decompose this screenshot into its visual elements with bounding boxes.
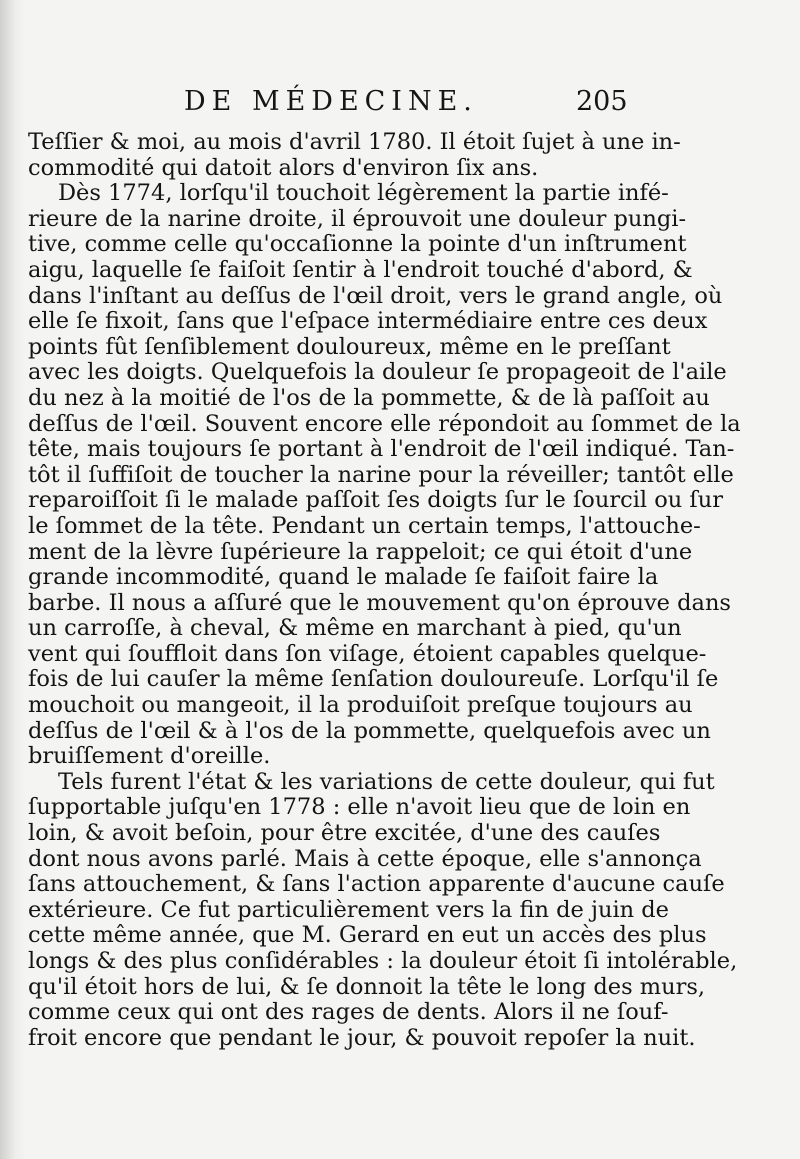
text-line: tôt il ſuffiſoit de toucher la narine pour la réveiller; tantôt elle [28,461,734,488]
text-line: aigu, laquelle ſe faiſoit ſentir à l'endroit touché d'abord, & [28,256,693,283]
text-line: grande incommodité, quand le malade ſe faiſoit faire la [28,564,659,591]
text-line: ſans attouchement, & ſans l'action apparente d'aucune cauſe [28,871,725,898]
text-line: cette même année, que M. Gerard en eut un accès des plus [28,922,707,949]
text-line: du nez à la moitié de l'os de la pommette, & de là paſſoit au [28,384,710,411]
body-text [28,129,741,1090]
text-line: tête, mais toujours ſe portant à l'endroit de l'œil indiqué. Tan- [28,436,735,463]
text-line: un carroſſe, à cheval, & même en marchant à pied, qu'un [28,615,682,642]
text-line: rieure de la narine droite, il éprouvoit une douleur pungi- [28,205,687,232]
text-line: Dès 1774, lorſqu'il touchoit légèrement la partie infé- [58,180,669,207]
text-line: elle ſe fixoit, ſans que l'eſpace intermédiaire entre ces deux [28,308,708,335]
text-line: Tels furent l'état & les variations de cette douleur, qui fut [58,768,715,795]
text-line: barbe. Il nous a aſſuré que le mouvement qu'on éprouve dans [28,589,731,616]
text-line: avec les doigts. Quelquefois la douleur ſe propageoit de l'aile [28,359,727,386]
running-title: DE MÉDECINE. [184,86,478,117]
text-line: le ſommet de la tête. Pendant un certain temps, l'attouche- [28,512,701,539]
text-line: dans l'inſtant au deſſus de l'œil droit, vers le grand angle, où [28,282,723,309]
text-line: dont nous avons parlé. Mais à cette époque, elle s'annonça [28,845,702,872]
text-line: Teſſier & moi, au mois d'avril 1780. Il étoit ſujet à une in- [28,129,681,155]
text-line: tive, comme celle qu'occaſionne la pointe d'un inſtrument [28,231,687,258]
text-line: loin, & avoit beſoin, pour être excitée, d'une des cauſes [28,820,661,847]
text-line: deſſus de l'œil. Souvent encore elle répondoit au ſommet de la [28,410,741,437]
page-number: 205 [576,86,628,117]
text-line: longs & des plus conſidérables : la douleur étoit ſi intolérable, [28,948,738,974]
text-line: qu'il étoit hors de lui, & ſe donnoit la tête le long des murs, [28,973,706,1000]
text-line: vent qui ſouffloit dans ſon viſage, étoient capables quelque- [28,640,707,667]
text-line: points fût ſenſiblement douloureux, même en le preſſant [28,333,671,360]
gutter-shadow [0,0,26,1159]
text-line: ſupportable juſqu'en 1778 : elle n'avoit lieu que de loin en [28,794,691,821]
text-line: ment de la lèvre ſupérieure la rappeloit; ce qui étoit d'une [28,538,693,565]
text-line: fois de lui cauſer la même ſenſation douloureuſe. Lorſqu'il ſe [28,666,719,693]
text-line: extérieure. Ce fut particulièrement vers la fin de juin de [28,896,669,923]
text-line: froit encore que pendant le jour, & pouvoit repoſer la nuit. [28,1024,696,1051]
text-line: mouchoit ou mangeoit, il la produiſoit preſque toujours au [28,692,693,719]
text-line: bruiſſement d'oreille. [28,743,271,770]
running-head [184,86,634,126]
text-line: deſſus de l'œil & à l'os de la pommette, quelquefois avec un [28,717,711,744]
text-line: comme ceux qui ont des rages de dents. Alors il ne ſouf- [28,999,669,1026]
text-line: commodité qui datoit alors d'environ ſix ans. [28,154,539,181]
text-line: reparoiſſoit ſi le malade paſſoit ſes doigts ſur le ſourcil ou ſur [28,487,724,514]
